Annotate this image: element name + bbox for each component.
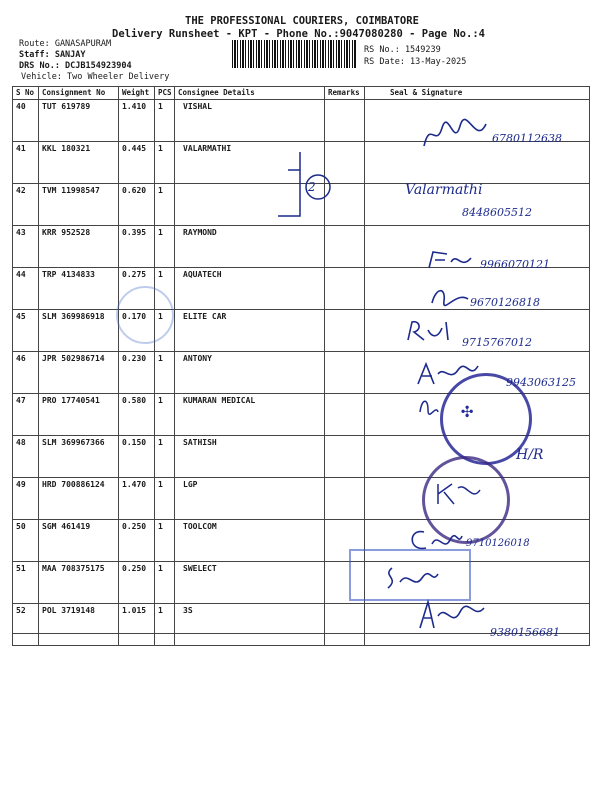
table-header-row — [13, 87, 590, 100]
row-consignment: TRP 4134833 — [39, 268, 119, 310]
row-pcs: 1 — [155, 142, 175, 184]
row-sno: 41 — [13, 142, 39, 184]
row-remarks — [325, 478, 365, 520]
handwritten-phone-r45: 9715767012 — [462, 336, 532, 349]
row-sno: 46 — [13, 352, 39, 394]
row-sno: 48 — [13, 436, 39, 478]
row-sno: 51 — [13, 562, 39, 604]
row-weight: 0.250 — [119, 520, 155, 562]
col-consignment: Consignment No — [39, 87, 119, 100]
handwritten-phone-r46: 9943063125 — [506, 376, 576, 389]
row-weight: 0.275 — [119, 268, 155, 310]
row-consignment: PRO 17740541 — [39, 394, 119, 436]
handwritten-signature-r41: Valarmathi — [405, 182, 483, 198]
row-remarks — [325, 226, 365, 268]
row-consignment: JPR 502986714 — [39, 352, 119, 394]
row-sno: 47 — [13, 394, 39, 436]
handwritten-phone-r43: 9966070121 — [480, 258, 550, 271]
row-consignee: ELITE CAR — [175, 310, 325, 352]
handwritten-phone-r52: 9380156681 — [490, 626, 560, 639]
row-sno: 45 — [13, 310, 39, 352]
row-weight: 1.470 — [119, 478, 155, 520]
row-weight: 1.015 — [119, 604, 155, 646]
row-sno: 43 — [13, 226, 39, 268]
row-consignment: HRD 700886124 — [39, 478, 119, 520]
row-consignment: KRR 952528 — [39, 226, 119, 268]
row-sno: 49 — [13, 478, 39, 520]
row-consignment: KKL 180321 — [39, 142, 119, 184]
runsheet-subtitle: Delivery Runsheet - KPT - Phone No.:9047080280 - Page No.:4 — [112, 28, 485, 40]
col-pcs: PCS — [155, 87, 175, 100]
handwritten-signature-r40 — [420, 118, 490, 154]
row-remarks — [325, 394, 365, 436]
table-row — [13, 604, 590, 646]
row-pcs: 1 — [155, 268, 175, 310]
col-sno: S No — [13, 87, 39, 100]
handwritten-note-r48: H/R — [516, 447, 544, 463]
col-consignee: Consignee Details — [175, 87, 325, 100]
row-sno: 44 — [13, 268, 39, 310]
row-consignee: SATHISH — [175, 436, 325, 478]
faded-stamp — [116, 286, 174, 344]
handwritten-phone-r40: 6780112638 — [492, 132, 562, 145]
table-row — [13, 562, 590, 604]
row-weight: 0.230 — [119, 352, 155, 394]
row-pcs: 1 — [155, 310, 175, 352]
stamp-logo-icon: ✣ — [461, 398, 474, 422]
handwritten-signature-r49 — [432, 478, 484, 508]
handwritten-signature-r47 — [416, 396, 442, 416]
handwritten-phone-r41: 8448605512 — [462, 206, 532, 219]
row-remarks — [325, 100, 365, 142]
row-remarks — [325, 310, 365, 352]
col-remarks: Remarks — [325, 87, 365, 100]
row-consignee: 3S — [175, 604, 325, 646]
row-sno: 42 — [13, 184, 39, 226]
row-sno: 40 — [13, 100, 39, 142]
row-consignee: VISHAL — [175, 100, 325, 142]
row-consignment: SLM 369986918 — [39, 310, 119, 352]
row-weight: 0.150 — [119, 436, 155, 478]
row-consignment: MAA 708375175 — [39, 562, 119, 604]
row-weight: 1.410 — [119, 100, 155, 142]
company-title: THE PROFESSIONAL COURIERS, COIMBATORE — [185, 15, 419, 27]
row-remarks — [325, 268, 365, 310]
row-consignee: TOOLCOM — [175, 520, 325, 562]
row-signature — [365, 226, 590, 268]
row-pcs: 1 — [155, 478, 175, 520]
row-pcs: 1 — [155, 394, 175, 436]
row-pcs: 1 — [155, 436, 175, 478]
row-pcs: 1 — [155, 604, 175, 646]
rs-date: RS Date: 13-May-2025 — [364, 57, 467, 67]
row-consignee: KUMARAN MEDICAL — [175, 394, 325, 436]
row-consignee: LGP — [175, 478, 325, 520]
col-weight: Weight — [119, 87, 155, 100]
handwritten-signature-r51 — [380, 564, 440, 592]
rs-number: RS No.: 1549239 — [364, 45, 441, 55]
barcode — [232, 40, 357, 68]
handwritten-signature-r52 — [416, 598, 488, 634]
staff-label: Staff: SANJAY — [19, 50, 86, 60]
row-consignment: TUT 619789 — [39, 100, 119, 142]
handwritten-signature-r44 — [428, 285, 472, 309]
row-sno: 52 — [13, 604, 39, 646]
row-weight: 0.580 — [119, 394, 155, 436]
handwritten-signature-r43 — [425, 248, 475, 272]
row-consignment: POL 3719148 — [39, 604, 119, 646]
col-signature: Seal & Signature — [365, 87, 590, 100]
row-consignment: SGM 461419 — [39, 520, 119, 562]
row-pcs: 1 — [155, 520, 175, 562]
row-weight: 0.620 — [119, 184, 155, 226]
row-pcs: 1 — [155, 352, 175, 394]
row-remarks — [325, 352, 365, 394]
handwritten-phone-r50: 9710126018 — [466, 538, 530, 549]
row-sno: 50 — [13, 520, 39, 562]
row-consignee: ANTONY — [175, 352, 325, 394]
route-label: Route: GANASAPURAM — [19, 39, 112, 49]
row-weight: 0.170 — [119, 310, 155, 352]
handwritten-signature-r46 — [414, 360, 482, 388]
row-consignee: AQUATECH — [175, 268, 325, 310]
row-consignee: RAYMOND — [175, 226, 325, 268]
row-pcs: 1 — [155, 100, 175, 142]
row-pcs: 1 — [155, 562, 175, 604]
row-remarks — [325, 436, 365, 478]
row-consignment: TVM 11998547 — [39, 184, 119, 226]
drs-label: DRS No.: DCJB154923904 — [19, 61, 132, 71]
row-pcs: 1 — [155, 184, 175, 226]
row-remarks — [325, 604, 365, 646]
row-consignee: VALARMATHI — [175, 142, 325, 184]
row-consignee: SWELECT — [175, 562, 325, 604]
row-weight: 0.250 — [119, 562, 155, 604]
handwritten-signature-r50 — [404, 524, 464, 556]
row-consignment: SLM 369967366 — [39, 436, 119, 478]
row-pcs: 1 — [155, 226, 175, 268]
row-weight: 0.445 — [119, 142, 155, 184]
row-weight: 0.395 — [119, 226, 155, 268]
vehicle-label: Vehicle: Two Wheeler Delivery — [21, 72, 170, 82]
handwritten-mark-r42 — [270, 150, 340, 220]
handwritten-circled-number: 2 — [308, 180, 316, 194]
handwritten-signature-r45 — [404, 318, 462, 344]
handwritten-phone-r44: 9670126818 — [470, 296, 540, 309]
